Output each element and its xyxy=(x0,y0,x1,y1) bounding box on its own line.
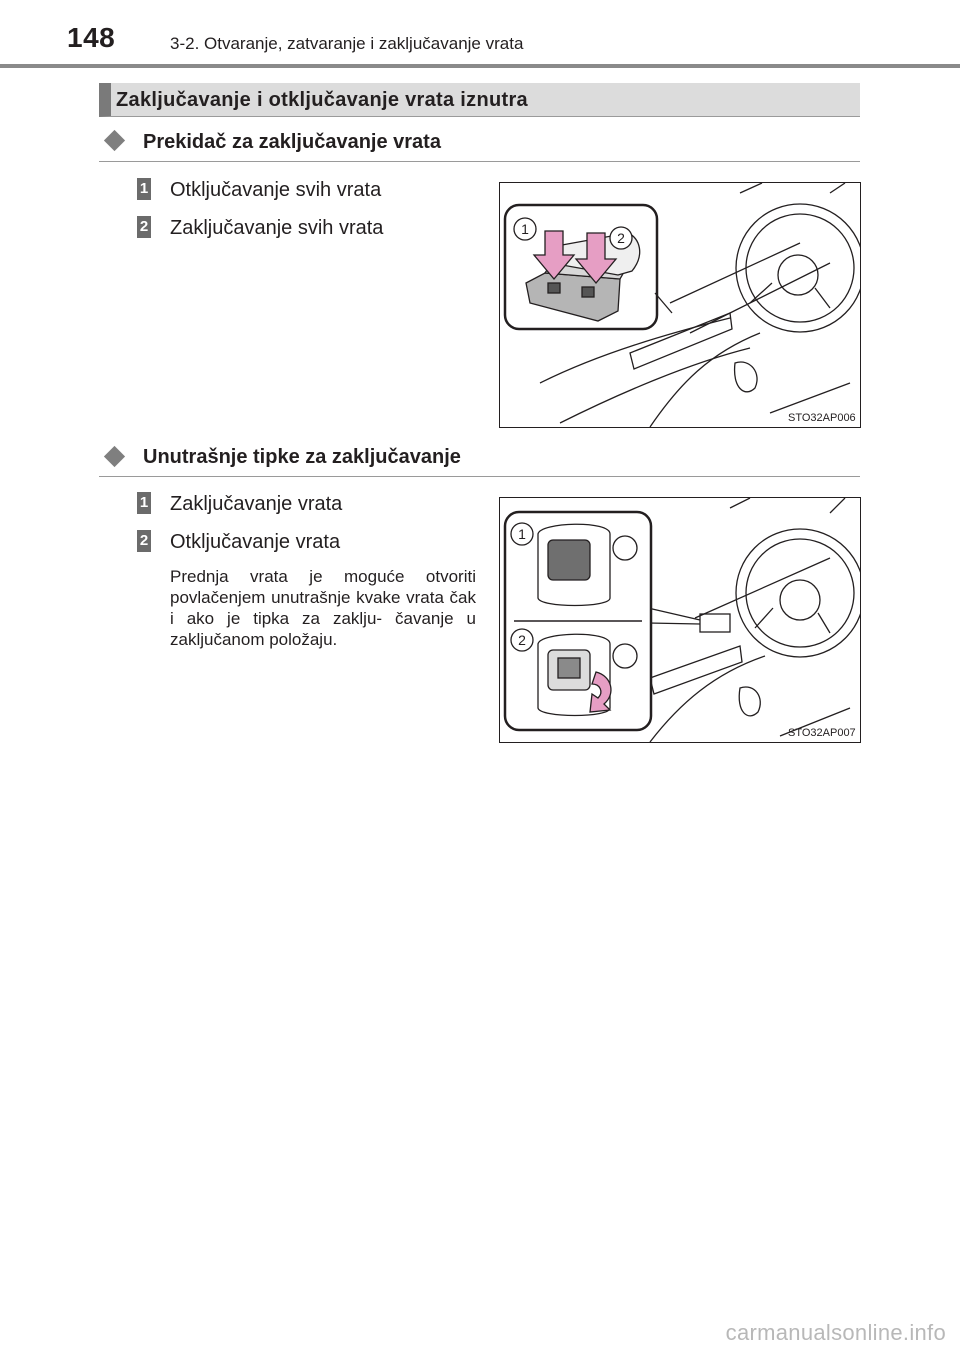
section-title: Zaključavanje i otključavanje vrata iznutra xyxy=(116,89,528,111)
subsection-rule xyxy=(99,476,860,477)
diamond-bullet-icon xyxy=(104,446,125,467)
callout-number: 1 xyxy=(518,526,526,542)
item-text: Otključavanje vrata xyxy=(170,531,341,553)
diamond-bullet-icon xyxy=(104,130,125,151)
note-paragraph: Prednja vrata je moguće otvoriti povlačenjem unutrašnje kvake vrata čak i ako je tipka za zaklju- čavanje u zaključanom položaju. xyxy=(170,567,476,649)
callout-number: 1 xyxy=(521,221,529,237)
subsection-rule xyxy=(99,161,860,162)
item-number-badge: 2 xyxy=(137,216,151,238)
figure-code: STO32AP007 xyxy=(788,727,856,739)
item-number-badge: 2 xyxy=(137,530,151,552)
inside-lock-button-drawing xyxy=(500,498,860,742)
subsection-title: Prekidač za zaključavanje vrata xyxy=(143,131,441,153)
running-head: 3-2. Otvaranje, zatvaranje i zaključavanje vrata xyxy=(170,34,524,53)
figure-code: STO32AP006 xyxy=(788,412,856,424)
item-text: Otključavanje svih vrata xyxy=(170,179,382,201)
callout-number: 2 xyxy=(518,632,526,648)
illustration-door-lock-switch xyxy=(499,182,861,428)
callout-number: 2 xyxy=(617,230,625,246)
page-number: 148 xyxy=(67,22,116,53)
item-number-badge: 1 xyxy=(137,492,151,514)
item-text: Zaključavanje vrata xyxy=(170,493,343,515)
subsection-title: Unutrašnje tipke za zaključavanje xyxy=(143,446,461,468)
item-text: Zaključavanje svih vrata xyxy=(170,217,384,239)
illustration-inside-lock-button xyxy=(499,497,861,743)
header-rule xyxy=(0,64,960,68)
door-lock-switch-drawing xyxy=(500,183,860,427)
item-number-badge: 1 xyxy=(137,178,151,200)
watermark: carmanualsonline.info xyxy=(725,1320,946,1345)
